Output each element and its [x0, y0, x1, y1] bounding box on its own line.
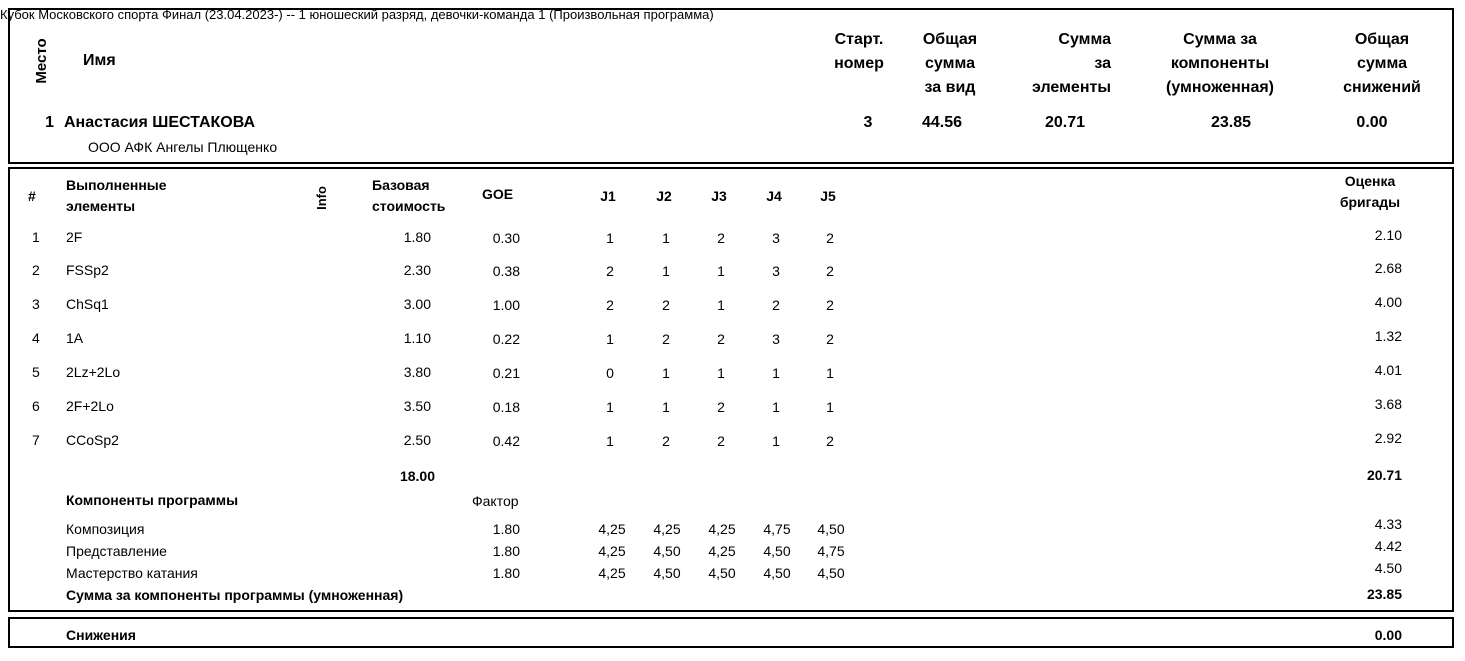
element-num: 2: [32, 262, 40, 278]
components-total-label: Сумма за компоненты программы (умноженная): [66, 587, 404, 603]
header-start-no: Старт. номер: [834, 31, 884, 72]
element-panel-score: 2.10: [1374, 227, 1402, 243]
element-j5: 2: [826, 331, 834, 347]
factor-label: Фактор: [472, 493, 519, 509]
element-code: ChSq1: [66, 296, 109, 312]
element-goe: 1.00: [492, 297, 520, 313]
element-panel-score: 3.68: [1374, 396, 1402, 412]
element-j3: 1: [717, 263, 725, 279]
component-j3: 4,25: [708, 521, 736, 537]
element-goe: 0.22: [492, 331, 520, 347]
skater-place: 1: [45, 114, 54, 131]
col-header-info: Info: [314, 186, 329, 210]
element-j4: 1: [772, 365, 780, 381]
element-code: CCoSp2: [66, 432, 119, 448]
element-base-value: 3.00: [403, 296, 431, 312]
element-j4: 3: [772, 230, 780, 246]
element-panel-score: 2.68: [1374, 260, 1402, 276]
header-deductions-sum: Общая сумма снижений: [1343, 31, 1421, 96]
component-j4: 4,75: [763, 521, 791, 537]
col-header-goe: GOE: [482, 186, 514, 202]
element-j5: 1: [826, 365, 834, 381]
element-num: 5: [32, 364, 40, 380]
element-j4: 3: [772, 263, 780, 279]
component-score: 4.42: [1374, 538, 1402, 554]
col-header-j3: J3: [711, 188, 727, 204]
header-name: Имя: [83, 52, 116, 69]
element-base-value: 3.50: [403, 398, 431, 414]
component-j1: 4,25: [598, 521, 626, 537]
element-panel-score: 1.32: [1374, 328, 1402, 344]
element-j3: 1: [717, 365, 725, 381]
component-name: Композиция: [66, 521, 145, 537]
element-j3: 2: [717, 399, 725, 415]
skater-deductions-total: 0.00: [1356, 114, 1388, 131]
element-j5: 1: [826, 399, 834, 415]
element-num: 1: [32, 229, 40, 245]
component-j4: 4,50: [763, 543, 791, 559]
component-j1: 4,25: [598, 543, 626, 559]
element-base-value: 2.50: [403, 432, 431, 448]
col-header-element: Выполненные элементы: [66, 177, 167, 214]
component-factor: 1.80: [492, 543, 520, 559]
header-place: Место: [33, 38, 50, 84]
col-header-base: Базовая стоимость: [372, 177, 446, 214]
deductions-label: Снижения: [66, 627, 136, 643]
element-goe: 0.42: [492, 433, 520, 449]
element-j3: 2: [717, 433, 725, 449]
element-j4: 1: [772, 399, 780, 415]
component-score: 4.50: [1374, 560, 1402, 576]
element-panel-score: 4.00: [1374, 294, 1402, 310]
element-j2: 1: [662, 263, 670, 279]
component-j3: 4,25: [708, 543, 736, 559]
element-code: 1A: [66, 330, 84, 346]
component-j5: 4,50: [817, 521, 845, 537]
skater-club: ООО АФК Ангелы Плющенко: [88, 139, 278, 155]
element-j1: 1: [606, 433, 614, 449]
element-goe: 0.21: [492, 365, 520, 381]
skater-components-total: 23.85: [1210, 114, 1252, 131]
component-j2: 4,50: [653, 565, 681, 581]
component-j5: 4,75: [817, 543, 845, 559]
element-panel-score: 2.92: [1374, 430, 1402, 446]
header-components-sum: Сумма за компоненты (умноженная): [1166, 31, 1274, 96]
element-j3: 2: [717, 230, 725, 246]
element-num: 4: [32, 330, 40, 346]
element-j1: 1: [606, 399, 614, 415]
element-j2: 2: [662, 331, 670, 347]
element-j2: 1: [662, 399, 670, 415]
elements-score-total: 20.71: [1366, 467, 1402, 483]
col-header-j2: J2: [656, 188, 672, 204]
element-goe: 0.38: [492, 263, 520, 279]
component-score: 4.33: [1374, 516, 1402, 532]
element-base-value: 1.80: [403, 229, 431, 245]
component-name: Мастерство катания: [66, 565, 198, 581]
col-header-j1: J1: [600, 188, 616, 204]
element-base-value: 1.10: [403, 330, 431, 346]
element-j1: 1: [606, 331, 614, 347]
element-j1: 2: [606, 263, 614, 279]
element-j2: 2: [662, 433, 670, 449]
element-panel-score: 4.01: [1374, 362, 1402, 378]
element-num: 6: [32, 398, 40, 414]
element-j4: 2: [772, 297, 780, 313]
element-j5: 2: [826, 230, 834, 246]
element-base-value: 3.80: [403, 364, 431, 380]
element-j2: 1: [662, 365, 670, 381]
element-j2: 1: [662, 230, 670, 246]
skater-total: 44.56: [921, 114, 963, 131]
element-num: 7: [32, 432, 40, 448]
component-name: Представление: [66, 543, 167, 559]
col-header-j5: J5: [820, 188, 836, 204]
skater-start-no: 3: [863, 114, 873, 131]
element-goe: 0.18: [492, 399, 520, 415]
element-j1: 2: [606, 297, 614, 313]
element-j3: 1: [717, 297, 725, 313]
element-j2: 2: [662, 297, 670, 313]
element-code: FSSp2: [66, 262, 109, 278]
page-title: Кубок Московского спорта Финал (23.04.2023-) -- 1 юношеский разряд, девочки-команда 1 (Произвольная программа): [0, 7, 714, 22]
col-header-j4: J4: [766, 188, 782, 204]
element-num: 3: [32, 296, 40, 312]
element-j3: 2: [717, 331, 725, 347]
element-j5: 2: [826, 297, 834, 313]
header-total: Общая сумма за вид: [922, 31, 978, 96]
component-factor: 1.80: [492, 521, 520, 537]
element-code: 2F: [66, 229, 83, 245]
element-code: 2Lz+2Lo: [66, 364, 121, 380]
element-j1: 1: [606, 230, 614, 246]
skater-name: Анастасия ШЕСТАКОВА: [64, 114, 256, 131]
component-j2: 4,50: [653, 543, 681, 559]
component-j5: 4,50: [817, 565, 845, 581]
element-code: 2F+2Lo: [66, 398, 114, 414]
element-j5: 2: [826, 263, 834, 279]
component-j3: 4,50: [708, 565, 736, 581]
element-j5: 2: [826, 433, 834, 449]
element-j4: 3: [772, 331, 780, 347]
element-j4: 1: [772, 433, 780, 449]
component-j1: 4,25: [598, 565, 626, 581]
col-header-num: #: [28, 188, 36, 204]
component-j2: 4,25: [653, 521, 681, 537]
deductions-value: 0.00: [1374, 627, 1402, 643]
skater-elements-total: 20.71: [1044, 114, 1086, 131]
header-elements-sum: Сумма за элементы: [1032, 31, 1111, 96]
components-heading: Компоненты программы: [66, 492, 239, 508]
element-goe: 0.30: [492, 230, 520, 246]
element-base-value: 2.30: [403, 262, 431, 278]
components-total: 23.85: [1366, 586, 1402, 602]
base-value-total: 18.00: [399, 468, 435, 484]
col-header-panel-score: Оценка бригады: [1339, 173, 1401, 210]
deductions-box: [8, 617, 1454, 648]
component-factor: 1.80: [492, 565, 520, 581]
component-j4: 4,50: [763, 565, 791, 581]
element-j1: 0: [606, 365, 614, 381]
